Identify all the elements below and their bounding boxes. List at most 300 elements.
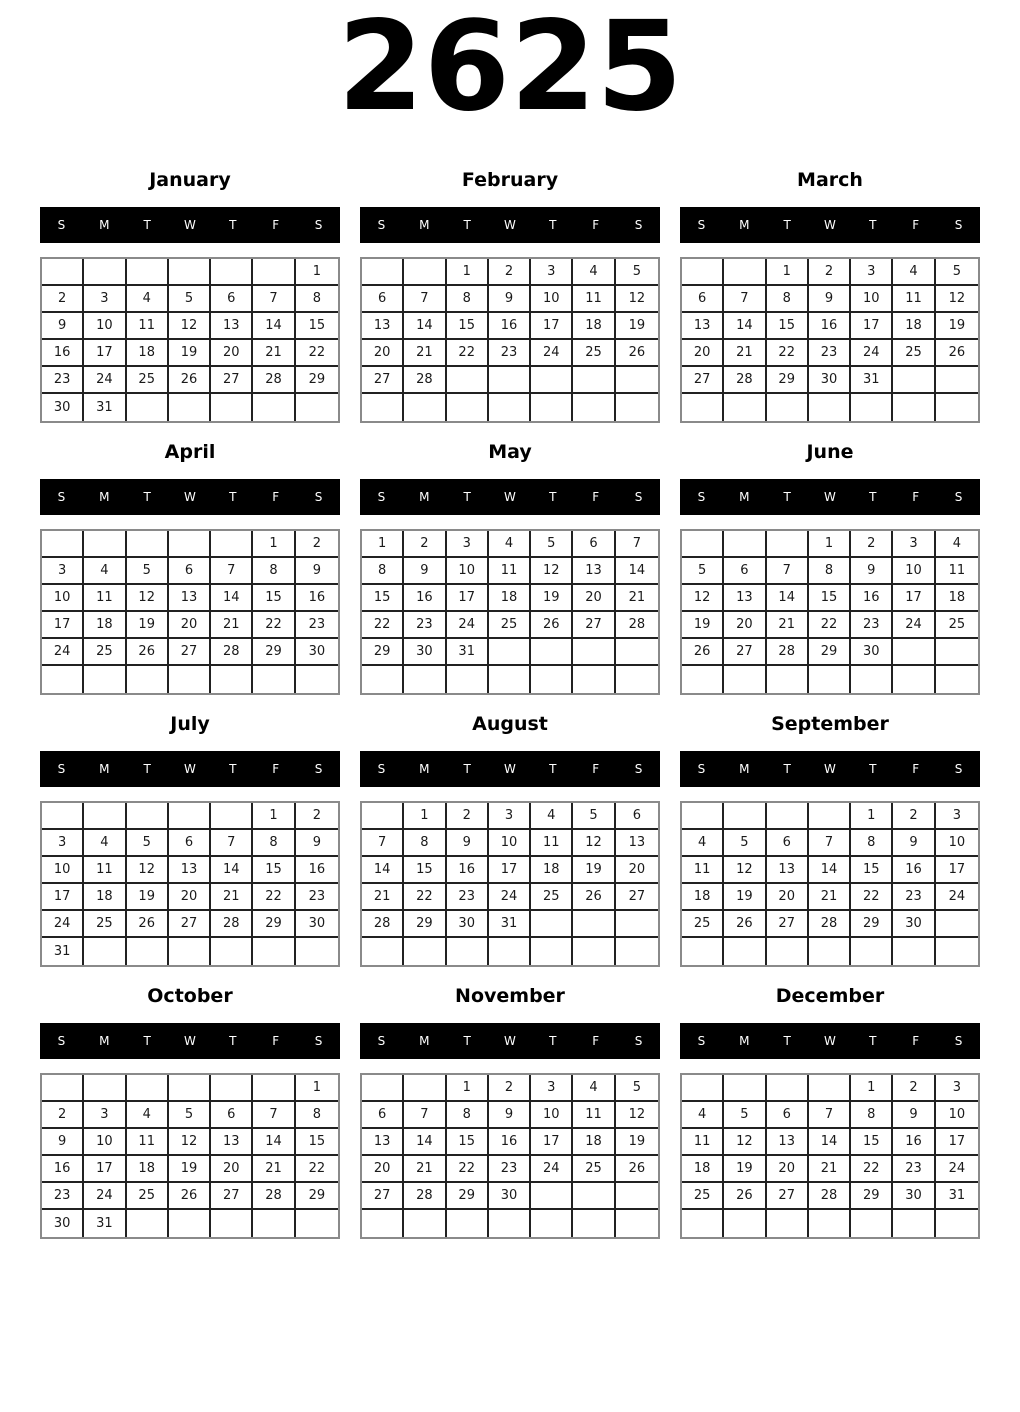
empty-day-cell — [42, 666, 84, 693]
day-cell: 26 — [616, 340, 658, 367]
empty-day-cell — [447, 367, 489, 394]
month-day-grid — [40, 529, 340, 695]
empty-day-cell — [211, 803, 253, 830]
day-cell: 27 — [362, 367, 404, 394]
day-cell: 17 — [42, 612, 84, 639]
day-cell: 6 — [767, 1102, 809, 1129]
day-cell: 5 — [573, 803, 615, 830]
empty-day-cell — [724, 1210, 766, 1237]
day-cell: 20 — [682, 340, 724, 367]
day-cell: 11 — [489, 558, 531, 585]
day-cell: 27 — [211, 1183, 253, 1210]
empty-day-cell — [211, 666, 253, 693]
day-cell: 7 — [404, 286, 446, 313]
day-cell: 10 — [893, 558, 935, 585]
day-cell: 23 — [447, 884, 489, 911]
day-cell: 13 — [362, 1129, 404, 1156]
day-cell: 18 — [127, 1156, 169, 1183]
month-day-grid — [360, 1073, 660, 1239]
month-title: March — [797, 169, 863, 191]
day-cell: 13 — [724, 585, 766, 612]
day-cell: 19 — [936, 313, 978, 340]
day-cell: 4 — [489, 531, 531, 558]
weekday-label: T — [229, 218, 237, 232]
weekday-header-row — [360, 751, 660, 787]
month-block — [680, 440, 980, 695]
day-cell: 24 — [531, 340, 573, 367]
day-cell: 9 — [296, 558, 338, 585]
empty-day-cell — [767, 938, 809, 965]
day-cell: 30 — [809, 367, 851, 394]
day-cell: 23 — [893, 1156, 935, 1183]
empty-day-cell — [573, 911, 615, 938]
empty-day-cell — [127, 1075, 169, 1102]
day-cell: 22 — [809, 612, 851, 639]
weekday-label: M — [739, 1034, 750, 1048]
weekday-label: F — [912, 1034, 920, 1048]
weekday-label: S — [57, 490, 66, 504]
day-cell: 11 — [573, 1102, 615, 1129]
day-cell: 15 — [851, 1129, 893, 1156]
day-cell: 31 — [84, 394, 126, 421]
day-cell: 18 — [573, 313, 615, 340]
month-title: November — [455, 985, 565, 1007]
day-cell: 3 — [84, 1102, 126, 1129]
day-cell: 25 — [573, 1156, 615, 1183]
empty-day-cell — [127, 259, 169, 286]
day-cell: 29 — [851, 911, 893, 938]
empty-day-cell — [489, 394, 531, 421]
day-cell: 24 — [447, 612, 489, 639]
empty-day-cell — [127, 394, 169, 421]
month-block — [680, 168, 980, 423]
empty-day-cell — [169, 803, 211, 830]
weekday-label: S — [954, 762, 963, 776]
day-cell: 11 — [893, 286, 935, 313]
day-cell: 25 — [936, 612, 978, 639]
weekday-label: S — [697, 490, 706, 504]
weekday-label: F — [592, 490, 600, 504]
day-cell: 29 — [851, 1183, 893, 1210]
empty-day-cell — [169, 938, 211, 965]
month-day-grid — [360, 529, 660, 695]
day-cell: 23 — [809, 340, 851, 367]
weekday-label: S — [57, 218, 66, 232]
day-cell: 6 — [362, 1102, 404, 1129]
empty-day-cell — [253, 666, 295, 693]
empty-day-cell — [573, 367, 615, 394]
day-cell: 19 — [724, 1156, 766, 1183]
empty-day-cell — [573, 666, 615, 693]
day-cell: 8 — [851, 830, 893, 857]
weekday-label: T — [463, 490, 471, 504]
weekday-label: T — [143, 218, 151, 232]
day-cell: 9 — [447, 830, 489, 857]
day-cell: 5 — [127, 558, 169, 585]
empty-day-cell — [362, 394, 404, 421]
day-cell: 12 — [127, 585, 169, 612]
weekday-label: S — [634, 218, 643, 232]
weekday-label: W — [504, 762, 516, 776]
day-cell: 12 — [531, 558, 573, 585]
day-cell: 4 — [936, 531, 978, 558]
day-cell: 14 — [253, 313, 295, 340]
empty-day-cell — [767, 394, 809, 421]
day-cell: 30 — [447, 911, 489, 938]
day-cell: 5 — [531, 531, 573, 558]
empty-day-cell — [767, 1075, 809, 1102]
empty-day-cell — [724, 938, 766, 965]
empty-day-cell — [893, 666, 935, 693]
empty-day-cell — [936, 394, 978, 421]
day-cell: 14 — [616, 558, 658, 585]
day-cell: 8 — [296, 1102, 338, 1129]
day-cell: 27 — [767, 911, 809, 938]
day-cell: 11 — [573, 286, 615, 313]
weekday-label: S — [57, 1034, 66, 1048]
day-cell: 17 — [851, 313, 893, 340]
day-cell: 25 — [489, 612, 531, 639]
day-cell: 17 — [84, 340, 126, 367]
empty-day-cell — [767, 666, 809, 693]
day-cell: 15 — [253, 585, 295, 612]
day-cell: 28 — [253, 367, 295, 394]
empty-day-cell — [84, 666, 126, 693]
day-cell: 18 — [936, 585, 978, 612]
weekday-label: S — [634, 490, 643, 504]
empty-day-cell — [573, 394, 615, 421]
empty-day-cell — [851, 1210, 893, 1237]
empty-day-cell — [84, 531, 126, 558]
empty-day-cell — [127, 1210, 169, 1237]
empty-day-cell — [169, 531, 211, 558]
empty-day-cell — [724, 666, 766, 693]
empty-day-cell — [531, 367, 573, 394]
day-cell: 20 — [211, 340, 253, 367]
day-cell: 17 — [531, 1129, 573, 1156]
day-cell: 29 — [404, 911, 446, 938]
weekday-label: S — [697, 1034, 706, 1048]
day-cell: 4 — [531, 803, 573, 830]
day-cell: 4 — [682, 1102, 724, 1129]
day-cell: 16 — [404, 585, 446, 612]
day-cell: 19 — [169, 1156, 211, 1183]
day-cell: 24 — [936, 1156, 978, 1183]
empty-day-cell — [296, 938, 338, 965]
day-cell: 7 — [253, 286, 295, 313]
day-cell: 28 — [809, 911, 851, 938]
empty-day-cell — [682, 531, 724, 558]
day-cell: 16 — [42, 1156, 84, 1183]
day-cell: 24 — [851, 340, 893, 367]
day-cell: 21 — [404, 1156, 446, 1183]
day-cell: 16 — [447, 857, 489, 884]
day-cell: 19 — [682, 612, 724, 639]
day-cell: 2 — [404, 531, 446, 558]
weekday-label: M — [99, 218, 110, 232]
day-cell: 19 — [531, 585, 573, 612]
day-cell: 2 — [447, 803, 489, 830]
weekday-label: T — [869, 762, 877, 776]
day-cell: 28 — [809, 1183, 851, 1210]
weekday-label: T — [463, 1034, 471, 1048]
month-day-grid — [40, 801, 340, 967]
weekday-label: S — [314, 490, 323, 504]
month-block — [360, 712, 660, 967]
weekday-label: T — [229, 490, 237, 504]
day-cell: 20 — [169, 884, 211, 911]
weekday-label: T — [143, 1034, 151, 1048]
day-cell: 24 — [42, 911, 84, 938]
month-title: August — [472, 713, 548, 735]
empty-day-cell — [211, 1075, 253, 1102]
weekday-label: M — [419, 1034, 430, 1048]
day-cell: 10 — [84, 1129, 126, 1156]
day-cell: 26 — [724, 1183, 766, 1210]
day-cell: 15 — [851, 857, 893, 884]
day-cell: 24 — [893, 612, 935, 639]
day-cell: 31 — [84, 1210, 126, 1237]
day-cell: 20 — [169, 612, 211, 639]
weekday-label: T — [783, 1034, 791, 1048]
empty-day-cell — [404, 394, 446, 421]
weekday-header-row — [40, 1023, 340, 1059]
day-cell: 14 — [724, 313, 766, 340]
empty-day-cell — [936, 639, 978, 666]
day-cell: 19 — [127, 612, 169, 639]
day-cell: 9 — [489, 1102, 531, 1129]
empty-day-cell — [362, 259, 404, 286]
empty-day-cell — [531, 666, 573, 693]
day-cell: 28 — [616, 612, 658, 639]
day-cell: 29 — [296, 1183, 338, 1210]
weekday-label: W — [824, 1034, 836, 1048]
day-cell: 16 — [489, 313, 531, 340]
day-cell: 26 — [682, 639, 724, 666]
empty-day-cell — [253, 259, 295, 286]
weekday-label: S — [377, 218, 386, 232]
day-cell: 3 — [936, 803, 978, 830]
empty-day-cell — [682, 1210, 724, 1237]
month-title: July — [170, 713, 210, 735]
empty-day-cell — [362, 666, 404, 693]
empty-day-cell — [809, 394, 851, 421]
weekday-header-row — [40, 479, 340, 515]
day-cell: 16 — [893, 1129, 935, 1156]
weekday-label: M — [419, 218, 430, 232]
empty-day-cell — [809, 1210, 851, 1237]
day-cell: 22 — [447, 340, 489, 367]
day-cell: 18 — [682, 1156, 724, 1183]
day-cell: 2 — [809, 259, 851, 286]
day-cell: 11 — [682, 857, 724, 884]
weekday-label: M — [419, 490, 430, 504]
day-cell: 20 — [362, 1156, 404, 1183]
day-cell: 6 — [211, 286, 253, 313]
empty-day-cell — [296, 666, 338, 693]
day-cell: 13 — [169, 585, 211, 612]
day-cell: 22 — [362, 612, 404, 639]
day-cell: 17 — [447, 585, 489, 612]
day-cell: 17 — [84, 1156, 126, 1183]
day-cell: 2 — [893, 803, 935, 830]
weekday-label: T — [869, 490, 877, 504]
day-cell: 16 — [296, 585, 338, 612]
day-cell: 10 — [851, 286, 893, 313]
day-cell: 31 — [447, 639, 489, 666]
weekday-label: T — [783, 762, 791, 776]
day-cell: 3 — [42, 830, 84, 857]
empty-day-cell — [616, 911, 658, 938]
empty-day-cell — [489, 639, 531, 666]
empty-day-cell — [893, 938, 935, 965]
empty-day-cell — [211, 394, 253, 421]
day-cell: 16 — [851, 585, 893, 612]
day-cell: 2 — [42, 286, 84, 313]
day-cell: 15 — [767, 313, 809, 340]
day-cell: 20 — [724, 612, 766, 639]
month-day-grid — [40, 257, 340, 423]
day-cell: 13 — [362, 313, 404, 340]
empty-day-cell — [767, 531, 809, 558]
weekday-label: T — [549, 762, 557, 776]
empty-day-cell — [893, 1210, 935, 1237]
day-cell: 2 — [851, 531, 893, 558]
day-cell: 22 — [253, 884, 295, 911]
weekday-label: T — [229, 762, 237, 776]
day-cell: 4 — [84, 558, 126, 585]
day-cell: 6 — [211, 1102, 253, 1129]
day-cell: 10 — [42, 857, 84, 884]
weekday-label: M — [739, 218, 750, 232]
day-cell: 17 — [936, 1129, 978, 1156]
day-cell: 13 — [616, 830, 658, 857]
day-cell: 23 — [489, 340, 531, 367]
empty-day-cell — [936, 367, 978, 394]
weekday-label: T — [869, 1034, 877, 1048]
day-cell: 3 — [531, 259, 573, 286]
day-cell: 18 — [893, 313, 935, 340]
day-cell: 10 — [42, 585, 84, 612]
empty-day-cell — [127, 531, 169, 558]
day-cell: 31 — [936, 1183, 978, 1210]
day-cell: 1 — [447, 1075, 489, 1102]
day-cell: 22 — [253, 612, 295, 639]
day-cell: 7 — [211, 558, 253, 585]
month-day-grid — [360, 801, 660, 967]
empty-day-cell — [362, 938, 404, 965]
day-cell: 29 — [809, 639, 851, 666]
day-cell: 10 — [531, 1102, 573, 1129]
day-cell: 15 — [362, 585, 404, 612]
day-cell: 5 — [616, 259, 658, 286]
day-cell: 12 — [616, 286, 658, 313]
day-cell: 27 — [573, 612, 615, 639]
day-cell: 28 — [253, 1183, 295, 1210]
month-block — [40, 984, 340, 1239]
day-cell: 24 — [936, 884, 978, 911]
empty-day-cell — [404, 938, 446, 965]
empty-day-cell — [616, 394, 658, 421]
weekday-label: T — [229, 1034, 237, 1048]
weekday-label: W — [184, 218, 196, 232]
day-cell: 21 — [404, 340, 446, 367]
day-cell: 1 — [296, 259, 338, 286]
day-cell: 22 — [296, 1156, 338, 1183]
empty-day-cell — [42, 803, 84, 830]
day-cell: 4 — [127, 286, 169, 313]
day-cell: 8 — [447, 286, 489, 313]
empty-day-cell — [616, 1183, 658, 1210]
day-cell: 24 — [84, 367, 126, 394]
weekday-header-row — [680, 207, 980, 243]
day-cell: 1 — [809, 531, 851, 558]
empty-day-cell — [936, 1210, 978, 1237]
empty-day-cell — [616, 1210, 658, 1237]
day-cell: 27 — [169, 639, 211, 666]
day-cell: 23 — [296, 612, 338, 639]
day-cell: 30 — [893, 1183, 935, 1210]
day-cell: 23 — [42, 367, 84, 394]
day-cell: 20 — [767, 1156, 809, 1183]
month-title: September — [771, 713, 889, 735]
empty-day-cell — [84, 803, 126, 830]
empty-day-cell — [169, 1075, 211, 1102]
day-cell: 21 — [724, 340, 766, 367]
day-cell: 9 — [809, 286, 851, 313]
empty-day-cell — [404, 1075, 446, 1102]
weekday-label: F — [592, 762, 600, 776]
day-cell: 8 — [809, 558, 851, 585]
weekday-label: S — [377, 1034, 386, 1048]
weekday-label: F — [272, 490, 280, 504]
empty-day-cell — [809, 666, 851, 693]
day-cell: 26 — [616, 1156, 658, 1183]
day-cell: 25 — [893, 340, 935, 367]
day-cell: 3 — [851, 259, 893, 286]
day-cell: 11 — [531, 830, 573, 857]
day-cell: 10 — [531, 286, 573, 313]
day-cell: 21 — [809, 884, 851, 911]
day-cell: 23 — [851, 612, 893, 639]
day-cell: 30 — [42, 394, 84, 421]
empty-day-cell — [84, 938, 126, 965]
month-title: December — [775, 985, 885, 1007]
empty-day-cell — [447, 1210, 489, 1237]
day-cell: 7 — [767, 558, 809, 585]
day-cell: 21 — [362, 884, 404, 911]
day-cell: 16 — [489, 1129, 531, 1156]
empty-day-cell — [447, 938, 489, 965]
day-cell: 21 — [211, 612, 253, 639]
day-cell: 19 — [724, 884, 766, 911]
day-cell: 12 — [169, 313, 211, 340]
weekday-label: W — [504, 218, 516, 232]
day-cell: 30 — [489, 1183, 531, 1210]
empty-day-cell — [489, 367, 531, 394]
day-cell: 16 — [809, 313, 851, 340]
day-cell: 1 — [447, 259, 489, 286]
day-cell: 20 — [573, 585, 615, 612]
day-cell: 28 — [767, 639, 809, 666]
empty-day-cell — [682, 1075, 724, 1102]
day-cell: 27 — [362, 1183, 404, 1210]
month-day-grid — [680, 1073, 980, 1239]
day-cell: 7 — [362, 830, 404, 857]
empty-day-cell — [893, 639, 935, 666]
weekday-label: F — [912, 490, 920, 504]
empty-day-cell — [573, 938, 615, 965]
